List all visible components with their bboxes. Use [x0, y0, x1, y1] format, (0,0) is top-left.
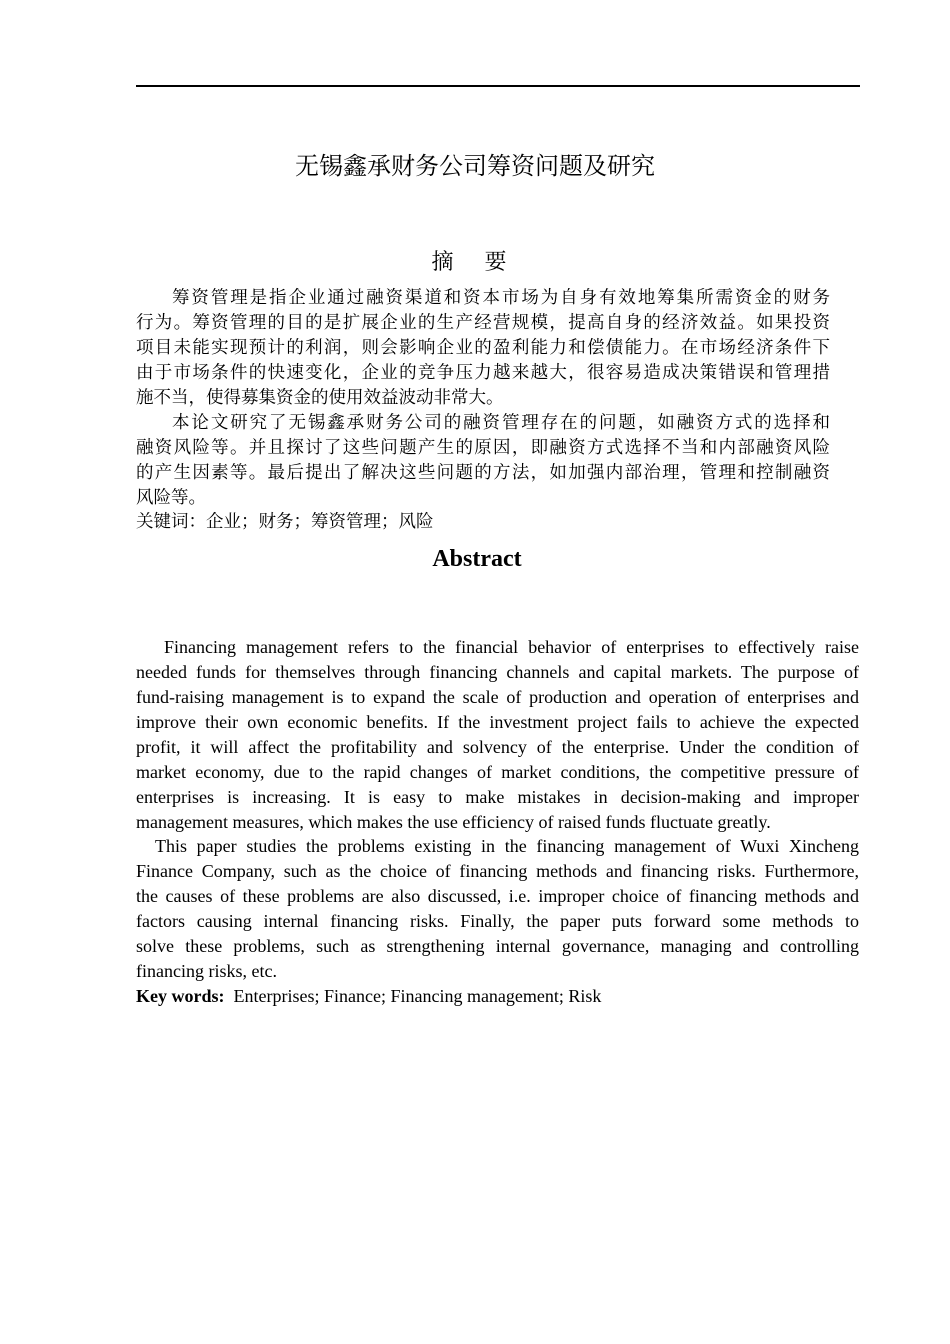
abstract-cn-line: 筹资管理是指企业通过融资渠道和资本市场为自身有效地筹集所需资金的财务: [172, 288, 830, 308]
abstract-cn-line: 项目未能实现预计的利润，则会影响企业的盈利能力和偿债能力。在市场经济条件下: [136, 338, 830, 358]
abstract-en-line: solve these problems, such as strengthening internal governance, managing and controlling: [136, 936, 859, 956]
abstract-en-line: profit, it will affect the profitability and solvency of the enterprise. Under the condition of: [136, 737, 859, 757]
keywords-cn-value: 企业；财务；筹资管理；风险: [206, 512, 434, 532]
keywords-cn: [136, 510, 830, 535]
keywords-en-label: Key words:: [136, 986, 225, 1006]
abstract-en-line: This paper studies the problems existing in the financing management of Wuxi Xincheng: [155, 836, 859, 856]
abstract-cn-line: 融资风险等。并且探讨了这些问题产生的原因，即融资方式选择不当和内部融资风险: [136, 438, 830, 458]
abstract-cn-line: 施不当，使得募集资金的使用效益波动非常大。: [136, 388, 504, 408]
abstract-cn-line: 由于市场条件的快速变化，企业的竞争压力越来越大，很容易造成决策错误和管理措: [136, 363, 830, 383]
abstract-en-line: factors causing internal financing risks. Finally, the paper puts forward some methods to: [136, 911, 859, 931]
abstract-en-line: needed funds for themselves through financing channels and capital markets. The purpose of: [136, 662, 859, 682]
abstract-en-line: improve their own economic benefits. If the investment project fails to achieve the expected: [136, 712, 859, 732]
abstract-cn-line: 的产生因素等。最后提出了解决这些问题的方法，如加强内部治理，管理和控制融资: [136, 463, 830, 483]
abstract-cn-line: 本论文研究了无锡鑫承财务公司的融资管理存在的问题，如融资方式的选择和: [172, 413, 830, 433]
abstract-en-line: market economy, due to the rapid changes of market conditions, the competitive pressure of: [136, 762, 859, 782]
abstract-cn-line: 风险等。: [136, 488, 206, 508]
abstract-en-heading: Abstract: [432, 546, 522, 572]
abstract-en-line: fund-raising management is to expand the scale of production and operation of enterprises and: [136, 687, 859, 707]
abstract-cn-line: 行为。筹资管理的目的是扩展企业的生产经营规模，提高自身的经济效益。如果投资: [136, 313, 830, 333]
abstract-cn-heading: 摘 要: [431, 250, 519, 275]
abstract-en-line: Finance Company, such as the choice of financing methods and financing risks. Furthermore,: [136, 861, 859, 881]
document-title: 无锡鑫承财务公司筹资问题及研究: [295, 152, 655, 180]
header-rule: [136, 85, 860, 87]
abstract-en-line: Financing management refers to the financial behavior of enterprises to effectively raise: [164, 637, 859, 657]
abstract-en-line: the causes of these problems are also discussed, i.e. improper choice of financing methods and: [136, 886, 859, 906]
keywords-cn-label: 关键词：: [136, 512, 206, 532]
abstract-en-line: management measures, which makes the use efficiency of raised funds fluctuate greatly.: [136, 812, 771, 832]
abstract-en-line: enterprises is increasing. It is easy to make mistakes in decision-making and improper: [136, 787, 859, 807]
keywords-en: [136, 984, 859, 1009]
abstract-en-line: financing risks, etc.: [136, 961, 277, 981]
keywords-en-value: Enterprises; Finance; Financing management; Risk: [233, 986, 602, 1006]
